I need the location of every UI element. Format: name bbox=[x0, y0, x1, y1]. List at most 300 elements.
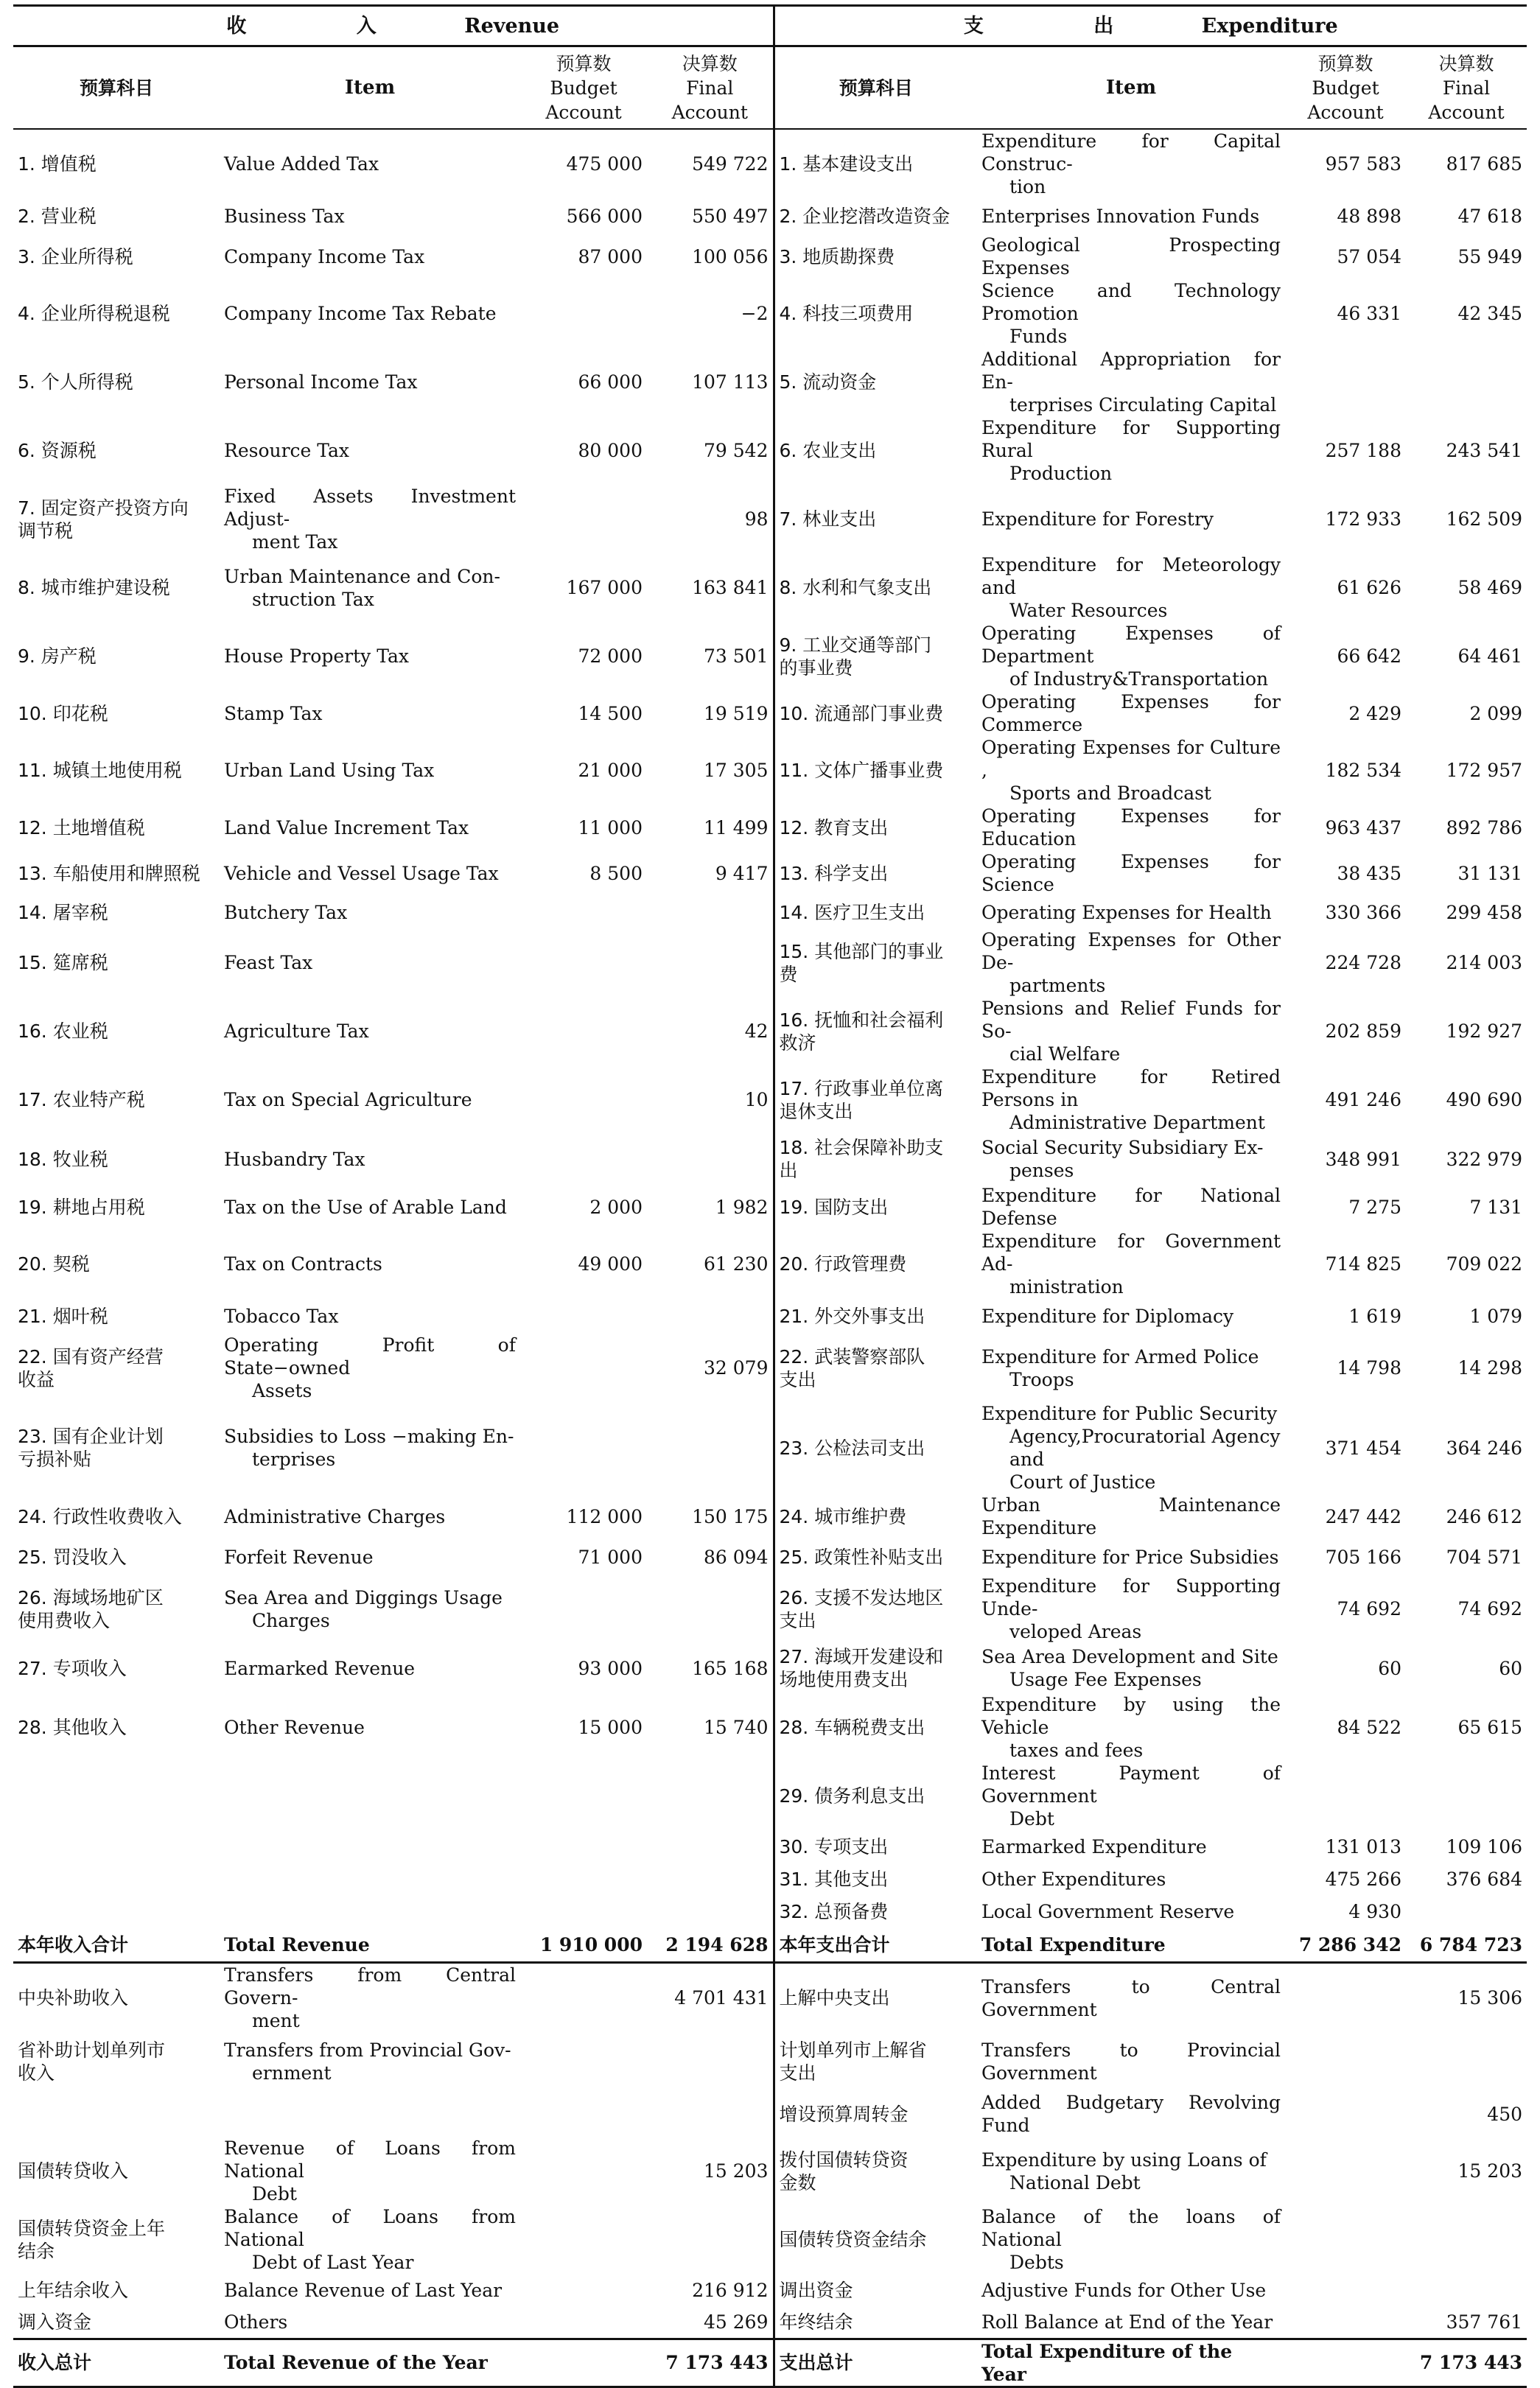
subject-cell: 23. 国有企业计划 亏损补贴 bbox=[18, 1426, 164, 1470]
subject-cell: 18. 牧业税 bbox=[18, 1148, 108, 1170]
value-cell bbox=[1406, 1895, 1527, 1927]
value-cell: 2 194 628 bbox=[647, 1927, 774, 1963]
table-row bbox=[13, 198, 1527, 234]
value-cell: 7 131 bbox=[1469, 1196, 1523, 1218]
item-cell bbox=[220, 997, 520, 1065]
subject-cell: 2. 营业税 bbox=[18, 205, 97, 227]
item-line: Administrative Department bbox=[1009, 1112, 1265, 1133]
value-cell bbox=[647, 1830, 774, 1863]
item-line: ernment bbox=[252, 2062, 332, 2084]
item-line: Subsidies to Loss −making En- bbox=[224, 1426, 514, 1447]
value-cell bbox=[647, 1298, 774, 1334]
item-line: Balance of the loans of National bbox=[981, 2206, 1281, 2250]
value-cell bbox=[647, 1402, 774, 1494]
item-cell bbox=[977, 1762, 1285, 1830]
item-cell bbox=[220, 2306, 520, 2339]
item-line: Expenditure for Price Subsidies bbox=[981, 1546, 1279, 1568]
value-cell: 32 079 bbox=[704, 1357, 769, 1379]
item-cell bbox=[220, 234, 520, 279]
budget-en: Budget bbox=[1312, 77, 1379, 99]
item-line: Operating Profit of State−owned bbox=[224, 1334, 516, 1379]
subject-cell: 30. 专项支出 bbox=[774, 1830, 977, 1863]
col-header-revenue-final bbox=[647, 46, 774, 130]
subject-cell: 中央补助收入 bbox=[18, 1987, 129, 2009]
subject-cell: 24. 行政性收费收入 bbox=[18, 1505, 182, 1527]
subject-cell: 10. 印花税 bbox=[18, 702, 108, 724]
item-cell bbox=[977, 348, 1285, 416]
value-cell: 61 626 bbox=[1337, 577, 1401, 598]
item-line: Personal Income Tax bbox=[224, 371, 418, 393]
table-row bbox=[13, 1643, 1527, 1693]
item-cell bbox=[977, 805, 1285, 850]
revenue-section-title bbox=[13, 6, 774, 46]
value-cell: 73 501 bbox=[704, 645, 769, 667]
subject-cell: 15. 筵席税 bbox=[18, 952, 108, 973]
transfer-row bbox=[13, 1963, 1527, 2033]
item-line: taxes and fees bbox=[1009, 1740, 1144, 1761]
value-cell: 15 306 bbox=[1457, 1987, 1523, 2009]
item-cell bbox=[220, 805, 520, 850]
subject-cell: 10. 流通部门事业费 bbox=[774, 690, 977, 736]
subject-cell: 4. 企业所得税退税 bbox=[18, 303, 170, 324]
value-cell: 2 429 bbox=[1348, 702, 1401, 724]
final-zh: 决算数 bbox=[1438, 52, 1494, 74]
item-line: Expenditure for Diplomacy bbox=[981, 1305, 1234, 1327]
item-cell bbox=[977, 198, 1285, 234]
value-cell bbox=[520, 2274, 647, 2306]
item-cell bbox=[977, 2274, 1285, 2306]
budget-account: Account bbox=[545, 101, 622, 123]
col-header-revenue-subject: 预算科目 bbox=[13, 46, 220, 130]
table-row bbox=[13, 279, 1527, 348]
table-row bbox=[13, 1693, 1527, 1762]
table-row bbox=[13, 1863, 1527, 1895]
col-header-expenditure-item: Item bbox=[977, 46, 1285, 130]
transfer-row bbox=[13, 2091, 1527, 2137]
revenue-title-en: Revenue bbox=[464, 14, 560, 38]
value-cell bbox=[520, 2205, 647, 2274]
value-cell: 100 056 bbox=[692, 245, 769, 267]
value-cell: 65 615 bbox=[1457, 1717, 1523, 1738]
item-line: Production bbox=[1009, 463, 1113, 484]
value-cell: 61 230 bbox=[704, 1253, 769, 1275]
table-row bbox=[13, 997, 1527, 1065]
col-header-revenue-item: Item bbox=[220, 46, 520, 130]
subject-cell: 计划单列市上解省 支出 bbox=[774, 2032, 977, 2091]
section-header-row bbox=[13, 6, 1527, 46]
subject-cell: 13. 科学支出 bbox=[774, 850, 977, 896]
item-line: terprises Circulating Capital bbox=[1009, 394, 1277, 416]
value-cell: 21 000 bbox=[578, 760, 643, 781]
item-cell bbox=[977, 416, 1285, 485]
subject-cell: 4. 科技三项费用 bbox=[774, 279, 977, 348]
value-cell: 7 286 342 bbox=[1285, 1927, 1406, 1963]
value-cell: 112 000 bbox=[566, 1505, 643, 1527]
value-cell: 247 442 bbox=[1325, 1505, 1401, 1527]
final-en: Final bbox=[686, 77, 734, 99]
value-cell: 74 692 bbox=[1337, 1598, 1401, 1620]
item-cell bbox=[977, 1895, 1285, 1927]
col-header-expenditure-budget bbox=[1285, 46, 1406, 130]
subject-cell: 21. 烟叶税 bbox=[18, 1305, 108, 1327]
item-cell bbox=[977, 2306, 1285, 2339]
subject-cell: 5. 个人所得税 bbox=[18, 371, 133, 393]
item-cell bbox=[220, 896, 520, 928]
value-cell bbox=[1285, 1762, 1406, 1830]
item-line: Expenditure for Capital Construc- bbox=[981, 130, 1281, 175]
value-cell bbox=[1285, 2137, 1406, 2205]
item-line: Other Revenue bbox=[224, 1717, 365, 1738]
value-cell bbox=[520, 896, 647, 928]
subject-cell: 国债转贷资金上年 结余 bbox=[18, 2217, 166, 2262]
table-row bbox=[13, 736, 1527, 805]
value-cell: 172 957 bbox=[1446, 760, 1523, 781]
item-line: Husbandry Tax bbox=[224, 1148, 365, 1170]
item-cell bbox=[220, 1693, 520, 1762]
subject-cell: 调入资金 bbox=[18, 2311, 92, 2333]
item-cell bbox=[977, 1298, 1285, 1334]
item-cell bbox=[977, 2205, 1285, 2274]
subject-cell: 省补助计划单列市 收入 bbox=[18, 2039, 166, 2084]
item-line: Added Budgetary Revolving Fund bbox=[981, 2092, 1281, 2136]
table-row bbox=[13, 1494, 1527, 1539]
transfer-row bbox=[13, 2032, 1527, 2091]
subject-cell: 11. 文体广播事业费 bbox=[774, 736, 977, 805]
subject-cell: 国债转贷资金结余 bbox=[774, 2205, 977, 2274]
total-revenue-label: Total Revenue bbox=[220, 1927, 520, 1963]
item-cell bbox=[977, 234, 1285, 279]
col-header-expenditure-subject: 预算科目 bbox=[774, 46, 977, 130]
item-line: Sports and Broadcast bbox=[1009, 782, 1211, 804]
value-cell: 11 000 bbox=[578, 816, 643, 838]
value-cell bbox=[1406, 1762, 1527, 1830]
subject-cell: 19. 国防支出 bbox=[774, 1184, 977, 1230]
item-line: Operating Expenses for Health bbox=[981, 901, 1272, 923]
item-line: Roll Balance at End of the Year bbox=[981, 2311, 1273, 2333]
table-row bbox=[13, 896, 1527, 928]
item-line: Company Income Tax bbox=[224, 245, 425, 267]
item-cell bbox=[220, 1963, 520, 2033]
item-line: Administrative Charges bbox=[224, 1505, 446, 1527]
value-cell: 7 275 bbox=[1348, 1196, 1401, 1218]
value-cell: 42 345 bbox=[1457, 303, 1523, 324]
item-line: Butchery Tax bbox=[224, 901, 348, 923]
transfer-row bbox=[13, 2274, 1527, 2306]
grand-total-row bbox=[13, 2339, 1527, 2387]
item-cell bbox=[977, 1963, 1285, 2033]
item-line: Transfers from Provincial Gov- bbox=[224, 2039, 511, 2061]
value-cell bbox=[520, 1963, 647, 2033]
value-cell bbox=[1285, 1963, 1406, 2033]
subject-cell: 26. 海域场地矿区 使用费收入 bbox=[18, 1586, 164, 1631]
item-line: Geological Prospecting Expenses bbox=[981, 234, 1281, 279]
item-cell bbox=[977, 622, 1285, 690]
item-line: Tax on Contracts bbox=[224, 1253, 382, 1275]
item-line: tion bbox=[1009, 176, 1046, 197]
table-body bbox=[13, 6, 1527, 2387]
table-row bbox=[13, 129, 1527, 198]
item-cell bbox=[977, 553, 1285, 622]
table-row bbox=[13, 1184, 1527, 1230]
subject-cell: 7. 林业支出 bbox=[774, 485, 977, 553]
value-cell: 566 000 bbox=[566, 205, 643, 227]
table-row bbox=[13, 348, 1527, 416]
subject-cell: 上年结余收入 bbox=[18, 2279, 129, 2301]
table-row bbox=[13, 690, 1527, 736]
table-row bbox=[13, 1065, 1527, 1134]
item-line: Others bbox=[224, 2311, 288, 2333]
subject-cell: 本年支出合计 bbox=[774, 1927, 977, 1963]
table-row bbox=[13, 1334, 1527, 1402]
subject-cell: 17. 行政事业单位离 退休支出 bbox=[774, 1065, 977, 1134]
subject-cell: 22. 国有资产经营 收益 bbox=[18, 1345, 164, 1390]
value-cell: 93 000 bbox=[578, 1657, 643, 1679]
item-cell bbox=[220, 1643, 520, 1693]
value-cell: 109 106 bbox=[1446, 1835, 1523, 1857]
subject-cell bbox=[13, 1895, 220, 1927]
item-line: Tax on the Use of Arable Land bbox=[224, 1196, 507, 1218]
item-line: Additional Appropriation for En- bbox=[981, 349, 1281, 393]
transfer-row bbox=[13, 2205, 1527, 2274]
item-cell bbox=[977, 850, 1285, 896]
value-cell: 15 000 bbox=[578, 1717, 643, 1738]
item-line: Transfers from Central Govern- bbox=[224, 1964, 516, 2009]
value-cell: 42 bbox=[744, 1020, 769, 1042]
value-cell: 963 437 bbox=[1325, 816, 1401, 838]
value-cell: 167 000 bbox=[566, 577, 643, 598]
item-cell bbox=[977, 2137, 1285, 2205]
item-cell bbox=[977, 1230, 1285, 1298]
value-cell bbox=[647, 896, 774, 928]
item-cell bbox=[977, 1334, 1285, 1402]
value-cell: 79 542 bbox=[704, 440, 769, 461]
item-line: Urban Maintenance Expenditure bbox=[981, 1494, 1281, 1538]
item-cell bbox=[220, 1863, 520, 1895]
value-cell bbox=[520, 1830, 647, 1863]
value-cell: 131 013 bbox=[1325, 1835, 1401, 1857]
value-cell bbox=[520, 2137, 647, 2205]
value-cell: 15 203 bbox=[704, 2160, 769, 2182]
value-cell bbox=[1406, 348, 1527, 416]
transfer-row bbox=[13, 2306, 1527, 2339]
subject-cell: 8. 水利和气象支出 bbox=[774, 553, 977, 622]
item-line: cial Welfare bbox=[1009, 1043, 1121, 1065]
subject-cell: 年终结余 bbox=[774, 2306, 977, 2339]
subject-cell: 3. 地质勘探费 bbox=[774, 234, 977, 279]
item-cell bbox=[977, 1693, 1285, 1762]
item-cell bbox=[220, 1334, 520, 1402]
value-cell: 550 497 bbox=[692, 205, 769, 227]
value-cell: 8 500 bbox=[589, 862, 643, 884]
subject-cell bbox=[13, 1830, 220, 1863]
item-line: Business Tax bbox=[224, 205, 345, 227]
item-cell bbox=[977, 2032, 1285, 2091]
value-cell bbox=[520, 1334, 647, 1402]
item-line: Interest Payment of Government bbox=[981, 1762, 1281, 1807]
value-cell: 322 979 bbox=[1446, 1148, 1523, 1170]
subject-cell: 13. 车船使用和牌照税 bbox=[18, 862, 200, 884]
item-line: Earmarked Revenue bbox=[224, 1657, 416, 1679]
item-line: House Property Tax bbox=[224, 645, 409, 667]
value-cell bbox=[520, 1863, 647, 1895]
final-account: Account bbox=[1428, 101, 1505, 123]
value-cell: 14 798 bbox=[1337, 1357, 1401, 1379]
item-cell bbox=[977, 129, 1285, 198]
value-cell: 202 859 bbox=[1325, 1020, 1401, 1042]
value-cell: 60 bbox=[1499, 1657, 1523, 1679]
item-line: Urban Land Using Tax bbox=[224, 760, 435, 781]
subject-cell: 14. 屠宰税 bbox=[18, 901, 108, 923]
subject-cell: 9. 工业交通等部门 的事业费 bbox=[774, 622, 977, 690]
table-row bbox=[13, 928, 1527, 997]
value-cell: 348 991 bbox=[1325, 1148, 1401, 1170]
subject-cell: 32. 总预备费 bbox=[774, 1895, 977, 1927]
item-cell bbox=[220, 348, 520, 416]
value-cell: 892 786 bbox=[1446, 816, 1523, 838]
subject-cell: 16. 抚恤和社会福利 救济 bbox=[774, 997, 977, 1065]
grand-total-expenditure-label: Total Expenditure of the Year bbox=[977, 2339, 1285, 2387]
item-cell bbox=[220, 1402, 520, 1494]
value-cell: 107 113 bbox=[692, 371, 769, 393]
subject-cell: 收入总计 bbox=[13, 2339, 220, 2387]
item-line: Local Government Reserve bbox=[981, 1900, 1235, 1922]
subject-cell bbox=[13, 1863, 220, 1895]
table-row bbox=[13, 485, 1527, 553]
value-cell: 2 000 bbox=[589, 1196, 643, 1218]
budget-table-page bbox=[13, 4, 1527, 2388]
item-line: National Debt bbox=[1009, 2171, 1141, 2193]
subject-cell bbox=[13, 2091, 220, 2137]
item-cell bbox=[220, 279, 520, 348]
subject-cell: 8. 城市维护建设税 bbox=[18, 577, 170, 598]
item-line: Enterprises Innovation Funds bbox=[981, 205, 1260, 227]
value-cell bbox=[520, 485, 647, 553]
table-row bbox=[13, 805, 1527, 850]
item-cell bbox=[220, 485, 520, 553]
item-line: Urban Maintenance and Con- bbox=[224, 565, 500, 587]
budget-account: Account bbox=[1307, 101, 1384, 123]
value-cell: 98 bbox=[744, 508, 769, 530]
value-cell: 55 949 bbox=[1457, 245, 1523, 267]
item-line: Water Resources bbox=[1009, 600, 1168, 621]
value-cell: 84 522 bbox=[1337, 1717, 1401, 1738]
value-cell: 371 454 bbox=[1325, 1437, 1401, 1459]
item-cell bbox=[977, 1643, 1285, 1693]
value-cell: 357 761 bbox=[1446, 2311, 1523, 2333]
expenditure-title-en: Expenditure bbox=[1201, 14, 1338, 38]
item-line: Transfers to Provincial Government bbox=[981, 2039, 1281, 2084]
item-cell bbox=[977, 1863, 1285, 1895]
subject-cell: 14. 医疗卫生支出 bbox=[774, 896, 977, 928]
item-cell bbox=[977, 896, 1285, 928]
value-cell: 150 175 bbox=[692, 1505, 769, 1527]
item-line: Troops bbox=[1009, 1368, 1074, 1390]
value-cell: 1 910 000 bbox=[520, 1927, 647, 1963]
value-cell: 38 435 bbox=[1337, 862, 1401, 884]
value-cell bbox=[520, 2339, 647, 2387]
item-line: Expenditure for Forestry bbox=[981, 508, 1214, 530]
value-cell: 491 246 bbox=[1325, 1089, 1401, 1110]
budget-en: Budget bbox=[550, 77, 617, 99]
table-row bbox=[13, 1402, 1527, 1494]
value-cell: 243 541 bbox=[1446, 440, 1523, 461]
value-cell bbox=[647, 1134, 774, 1184]
item-line: Court of Justice bbox=[1009, 1471, 1156, 1493]
value-cell: 47 618 bbox=[1457, 205, 1523, 227]
value-cell: 450 bbox=[1487, 2103, 1523, 2125]
item-line: Agency,Procuratorial Agency and bbox=[1009, 1426, 1281, 1470]
item-cell bbox=[220, 416, 520, 485]
subject-cell: 5. 流动资金 bbox=[774, 348, 977, 416]
item-cell bbox=[977, 1575, 1285, 1643]
revenue-title-zh: 收 入 bbox=[226, 14, 428, 38]
value-cell: 66 642 bbox=[1337, 645, 1401, 667]
value-cell: −2 bbox=[741, 303, 769, 324]
subject-cell: 调出资金 bbox=[774, 2274, 977, 2306]
budget-zh: 预算数 bbox=[556, 52, 612, 74]
subject-cell: 27. 专项收入 bbox=[18, 1657, 127, 1679]
item-cell bbox=[220, 2091, 520, 2137]
value-cell bbox=[1285, 2339, 1406, 2387]
value-cell bbox=[1285, 348, 1406, 416]
value-cell: 14 298 bbox=[1457, 1357, 1523, 1379]
total-expenditure-label: Total Expenditure bbox=[977, 1927, 1285, 1963]
value-cell: 80 000 bbox=[578, 440, 643, 461]
value-cell: 48 898 bbox=[1337, 205, 1401, 227]
item-cell bbox=[977, 1184, 1285, 1230]
item-line: Operating Expenses for Culture , bbox=[981, 737, 1281, 781]
value-cell: 1 982 bbox=[715, 1196, 769, 1218]
value-cell: 66 000 bbox=[578, 371, 643, 393]
value-cell: 246 612 bbox=[1446, 1505, 1523, 1527]
item-line: Expenditure for Meteorology and bbox=[981, 554, 1281, 598]
item-line: Stamp Tax bbox=[224, 702, 323, 724]
value-cell: 475 000 bbox=[566, 153, 643, 175]
subject-cell: 9. 房产税 bbox=[18, 645, 97, 667]
item-cell bbox=[977, 997, 1285, 1065]
value-cell: 549 722 bbox=[692, 153, 769, 175]
item-cell bbox=[220, 2205, 520, 2274]
value-cell: 224 728 bbox=[1325, 952, 1401, 973]
final-zh: 决算数 bbox=[682, 52, 738, 74]
item-line: Expenditure by using the Vehicle bbox=[981, 1694, 1281, 1738]
item-line: Feast Tax bbox=[224, 952, 313, 973]
item-cell bbox=[220, 736, 520, 805]
item-line: ministration bbox=[1009, 1276, 1124, 1298]
subject-cell: 增设预算周转金 bbox=[774, 2091, 977, 2137]
subject-cell: 本年收入合计 bbox=[13, 1927, 220, 1963]
item-cell bbox=[977, 1539, 1285, 1575]
item-line: Land Value Increment Tax bbox=[224, 816, 469, 838]
subject-cell: 28. 车辆税费支出 bbox=[774, 1693, 977, 1762]
value-cell: 9 417 bbox=[715, 862, 769, 884]
item-line: Operating Expenses for Other De- bbox=[981, 929, 1281, 973]
value-cell bbox=[520, 279, 647, 348]
item-line: Operating Expenses for Education bbox=[981, 805, 1281, 850]
value-cell: 7 173 443 bbox=[1406, 2339, 1527, 2387]
table-row bbox=[13, 1539, 1527, 1575]
value-cell: 257 188 bbox=[1325, 440, 1401, 461]
value-cell: 714 825 bbox=[1325, 1253, 1401, 1275]
item-cell bbox=[220, 928, 520, 997]
subject-cell: 3. 企业所得税 bbox=[18, 245, 133, 267]
subject-cell: 国债转贷收入 bbox=[18, 2160, 129, 2182]
value-cell bbox=[1285, 2306, 1406, 2339]
item-cell bbox=[220, 2032, 520, 2091]
subject-cell: 16. 农业税 bbox=[18, 1020, 108, 1042]
item-line: Sea Area and Diggings Usage bbox=[224, 1586, 503, 1608]
item-cell bbox=[977, 279, 1285, 348]
